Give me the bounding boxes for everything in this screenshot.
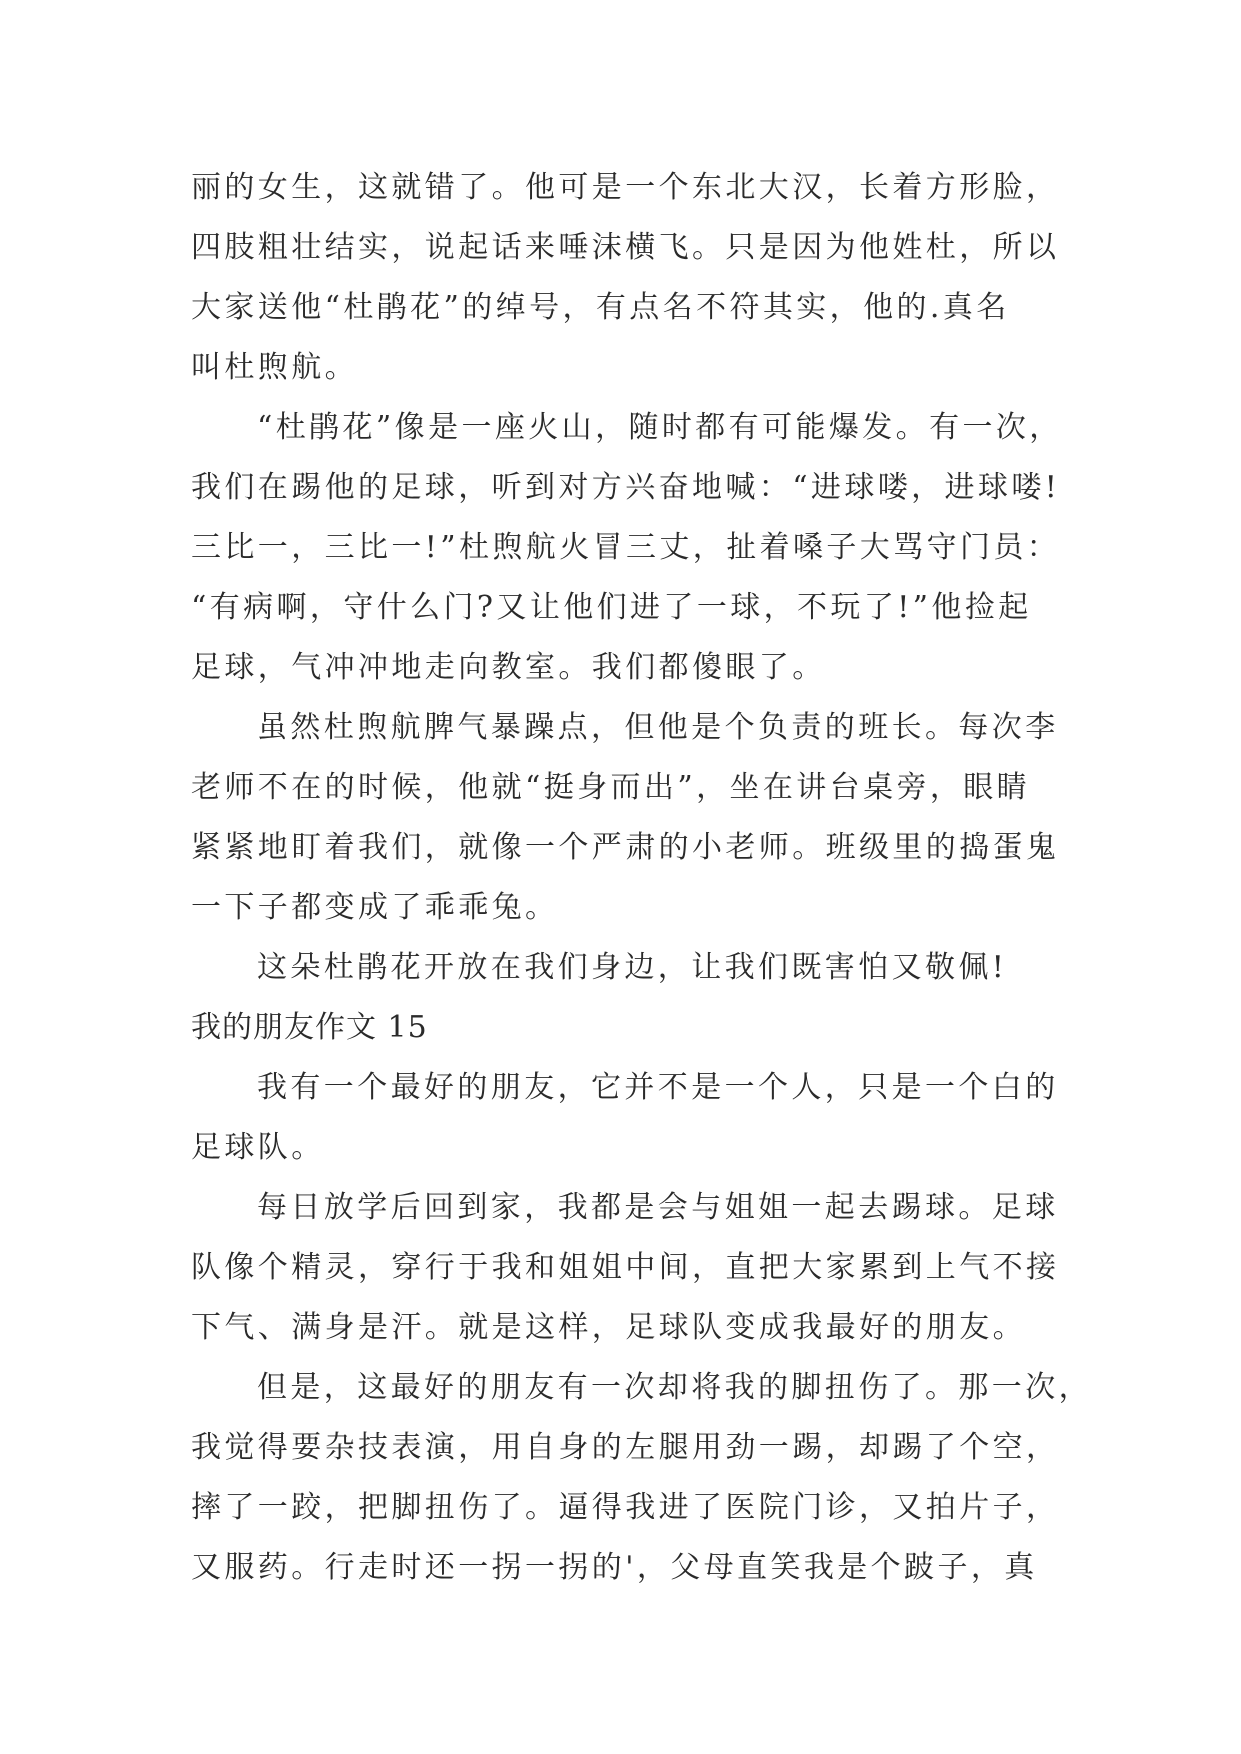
paragraph-first-line: 虽然杜煦航脾气暴躁点，但他是个负责的班长。每次李 (257, 710, 1059, 745)
text-line: 三比一，三比一!”杜煦航火冒三丈，扯着嗓子大骂守门员： (191, 530, 1061, 565)
paragraph-first-line: 但是，这最好的朋友有一次却将我的脚扭伤了。那一次， (257, 1370, 1092, 1405)
text-line: 紧紧地盯着我们，就像一个严肃的小老师。班级里的捣蛋鬼 (191, 830, 1060, 865)
text-line: 下气、满身是汗。就是这样，足球队变成我最好的朋友。 (191, 1310, 1026, 1345)
text-line: 四肢粗壮结实，说起话来唾沫横飞。只是因为他姓杜，所以 (191, 230, 1060, 265)
paragraph-first-line: “杜鹃花”像是一座火山，随时都有可能爆发。有一次， (257, 410, 1063, 445)
text-line: 又服药。行走时还一拐一拐的'，父母直笑我是个跛子，真 (191, 1550, 1038, 1585)
text-line: 大家送他“杜鹃花”的绰号，有点名不符其实，他的.真名 (191, 290, 1010, 325)
paragraph-first-line: 每日放学后回到家，我都是会与姐姐一起去踢球。足球 (257, 1190, 1059, 1225)
text-line: 老师不在的时候，他就“挺身而出”，坐在讲台桌旁，眼睛 (191, 770, 1031, 805)
text-line: 我觉得要杂技表演，用自身的左腿用劲一踢，却踢了个空， (191, 1430, 1060, 1465)
text-line: 队像个精灵，穿行于我和姐姐中间，直把大家累到上气不接 (191, 1250, 1060, 1285)
paragraph-first-line: 我有一个最好的朋友，它并不是一个人，只是一个白的 (257, 1070, 1059, 1105)
text-line: “有病啊，守什么门?又让他们进了一球，不玩了!”他捡起 (191, 590, 1032, 625)
text-line: 丽的女生，这就错了。他可是一个东北大汉，长着方形脸， (191, 170, 1060, 205)
essay-body (191, 158, 1091, 1598)
essay-heading: 我的朋友作文 15 (191, 1010, 428, 1045)
text-line: 我们在踢他的足球，听到对方兴奋地喊：“进球喽，进球喽! (191, 470, 1061, 505)
text-line: 一下子都变成了乖乖兔。 (191, 890, 559, 925)
text-line: 叫杜煦航。 (191, 350, 358, 385)
paragraph-first-line: 这朵杜鹃花开放在我们身边，让我们既害怕又敬佩! (257, 950, 1008, 985)
text-line: 足球队。 (191, 1130, 325, 1165)
text-line: 摔了一跤，把脚扭伤了。逼得我进了医院门诊，又拍片子， (191, 1490, 1060, 1525)
text-line: 足球，气冲冲地走向教室。我们都傻眼了。 (191, 650, 826, 685)
